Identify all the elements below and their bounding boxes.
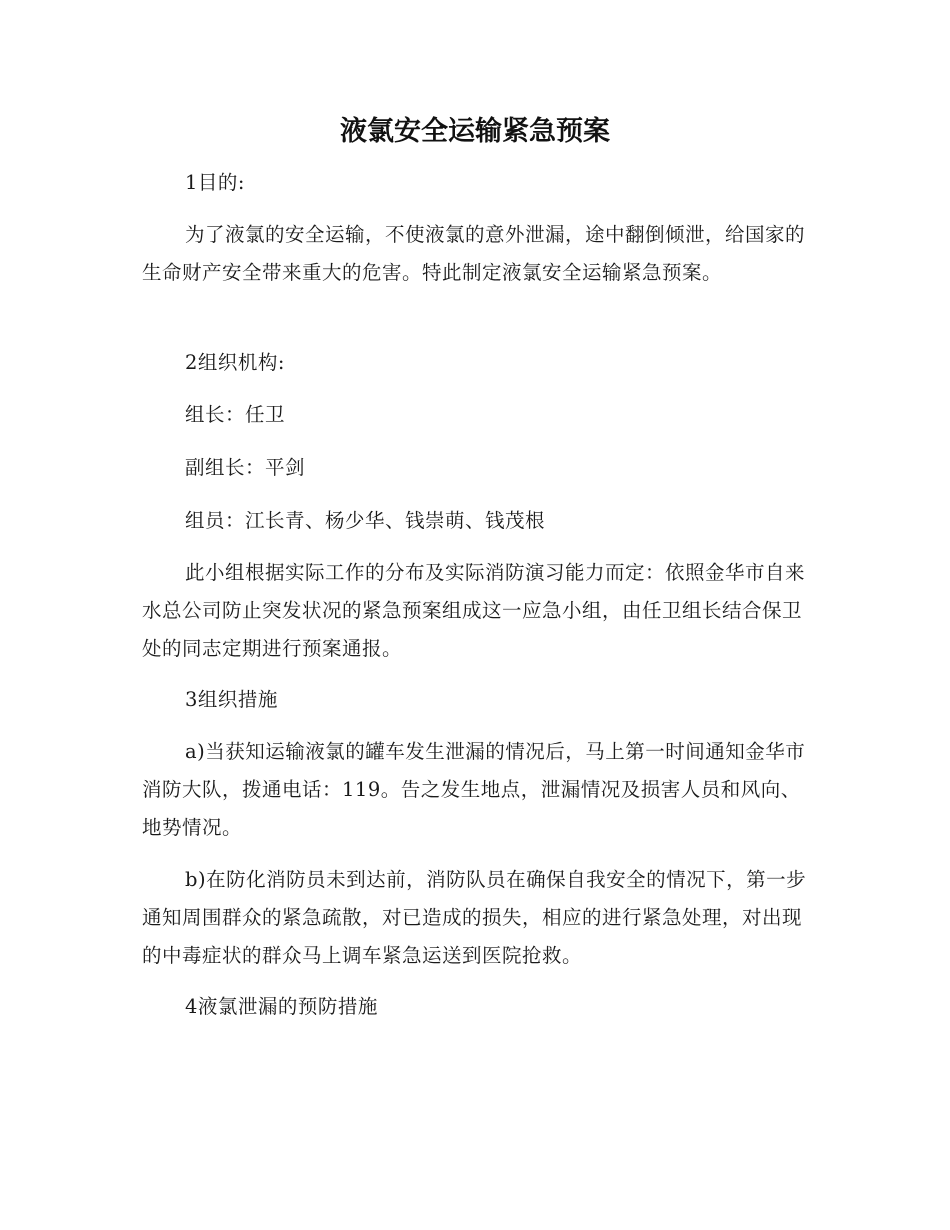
section-heading-prevention: 4液氯泄漏的预防措施 bbox=[185, 995, 378, 1018]
team-members-line: 组员：江长青、杨少华、钱崇萌、钱茂根 bbox=[185, 509, 546, 532]
section-heading-measures: 3组织措施 bbox=[185, 688, 278, 711]
section-heading-organization: 2组织机构: bbox=[185, 351, 285, 374]
measure-a-paragraph: a)当获知运输液氯的罐车发生泄漏的情况后，马上第一时间通知金华市消防大队，拨通电话：119。告之发生地点，泄漏情况及损害人员和风向、地势情况。 bbox=[142, 740, 806, 839]
section-heading-purpose: 1目的: bbox=[185, 171, 245, 194]
team-leader-line: 组长：任卫 bbox=[185, 403, 286, 426]
measure-b-paragraph: b)在防化消防员未到达前，消防队员在确保自我安全的情况下，第一步通知周围群众的紧急疏散，对已造成的损失，相应的进行紧急处理，对出现的中毒症状的群众马上调车紧急运送到医院抢救。 bbox=[142, 868, 807, 967]
deputy-leader-line: 副组长：平剑 bbox=[185, 456, 306, 479]
purpose-paragraph: 为了液氯的安全运输，不使液氯的意外泄漏，途中翻倒倾泄，给国家的生命财产安全带来重大的危害。特此制定液氯安全运输紧急预案。 bbox=[142, 223, 806, 284]
team-description-paragraph: 此小组根据实际工作的分布及实际消防演习能力而定：依照金华市自来水总公司防止突发状况的紧急预案组成这一应急小组，由任卫组长结合保卫处的同志定期进行预案通报。 bbox=[142, 561, 806, 660]
document-title: 液氯安全运输紧急预案 bbox=[340, 116, 610, 147]
